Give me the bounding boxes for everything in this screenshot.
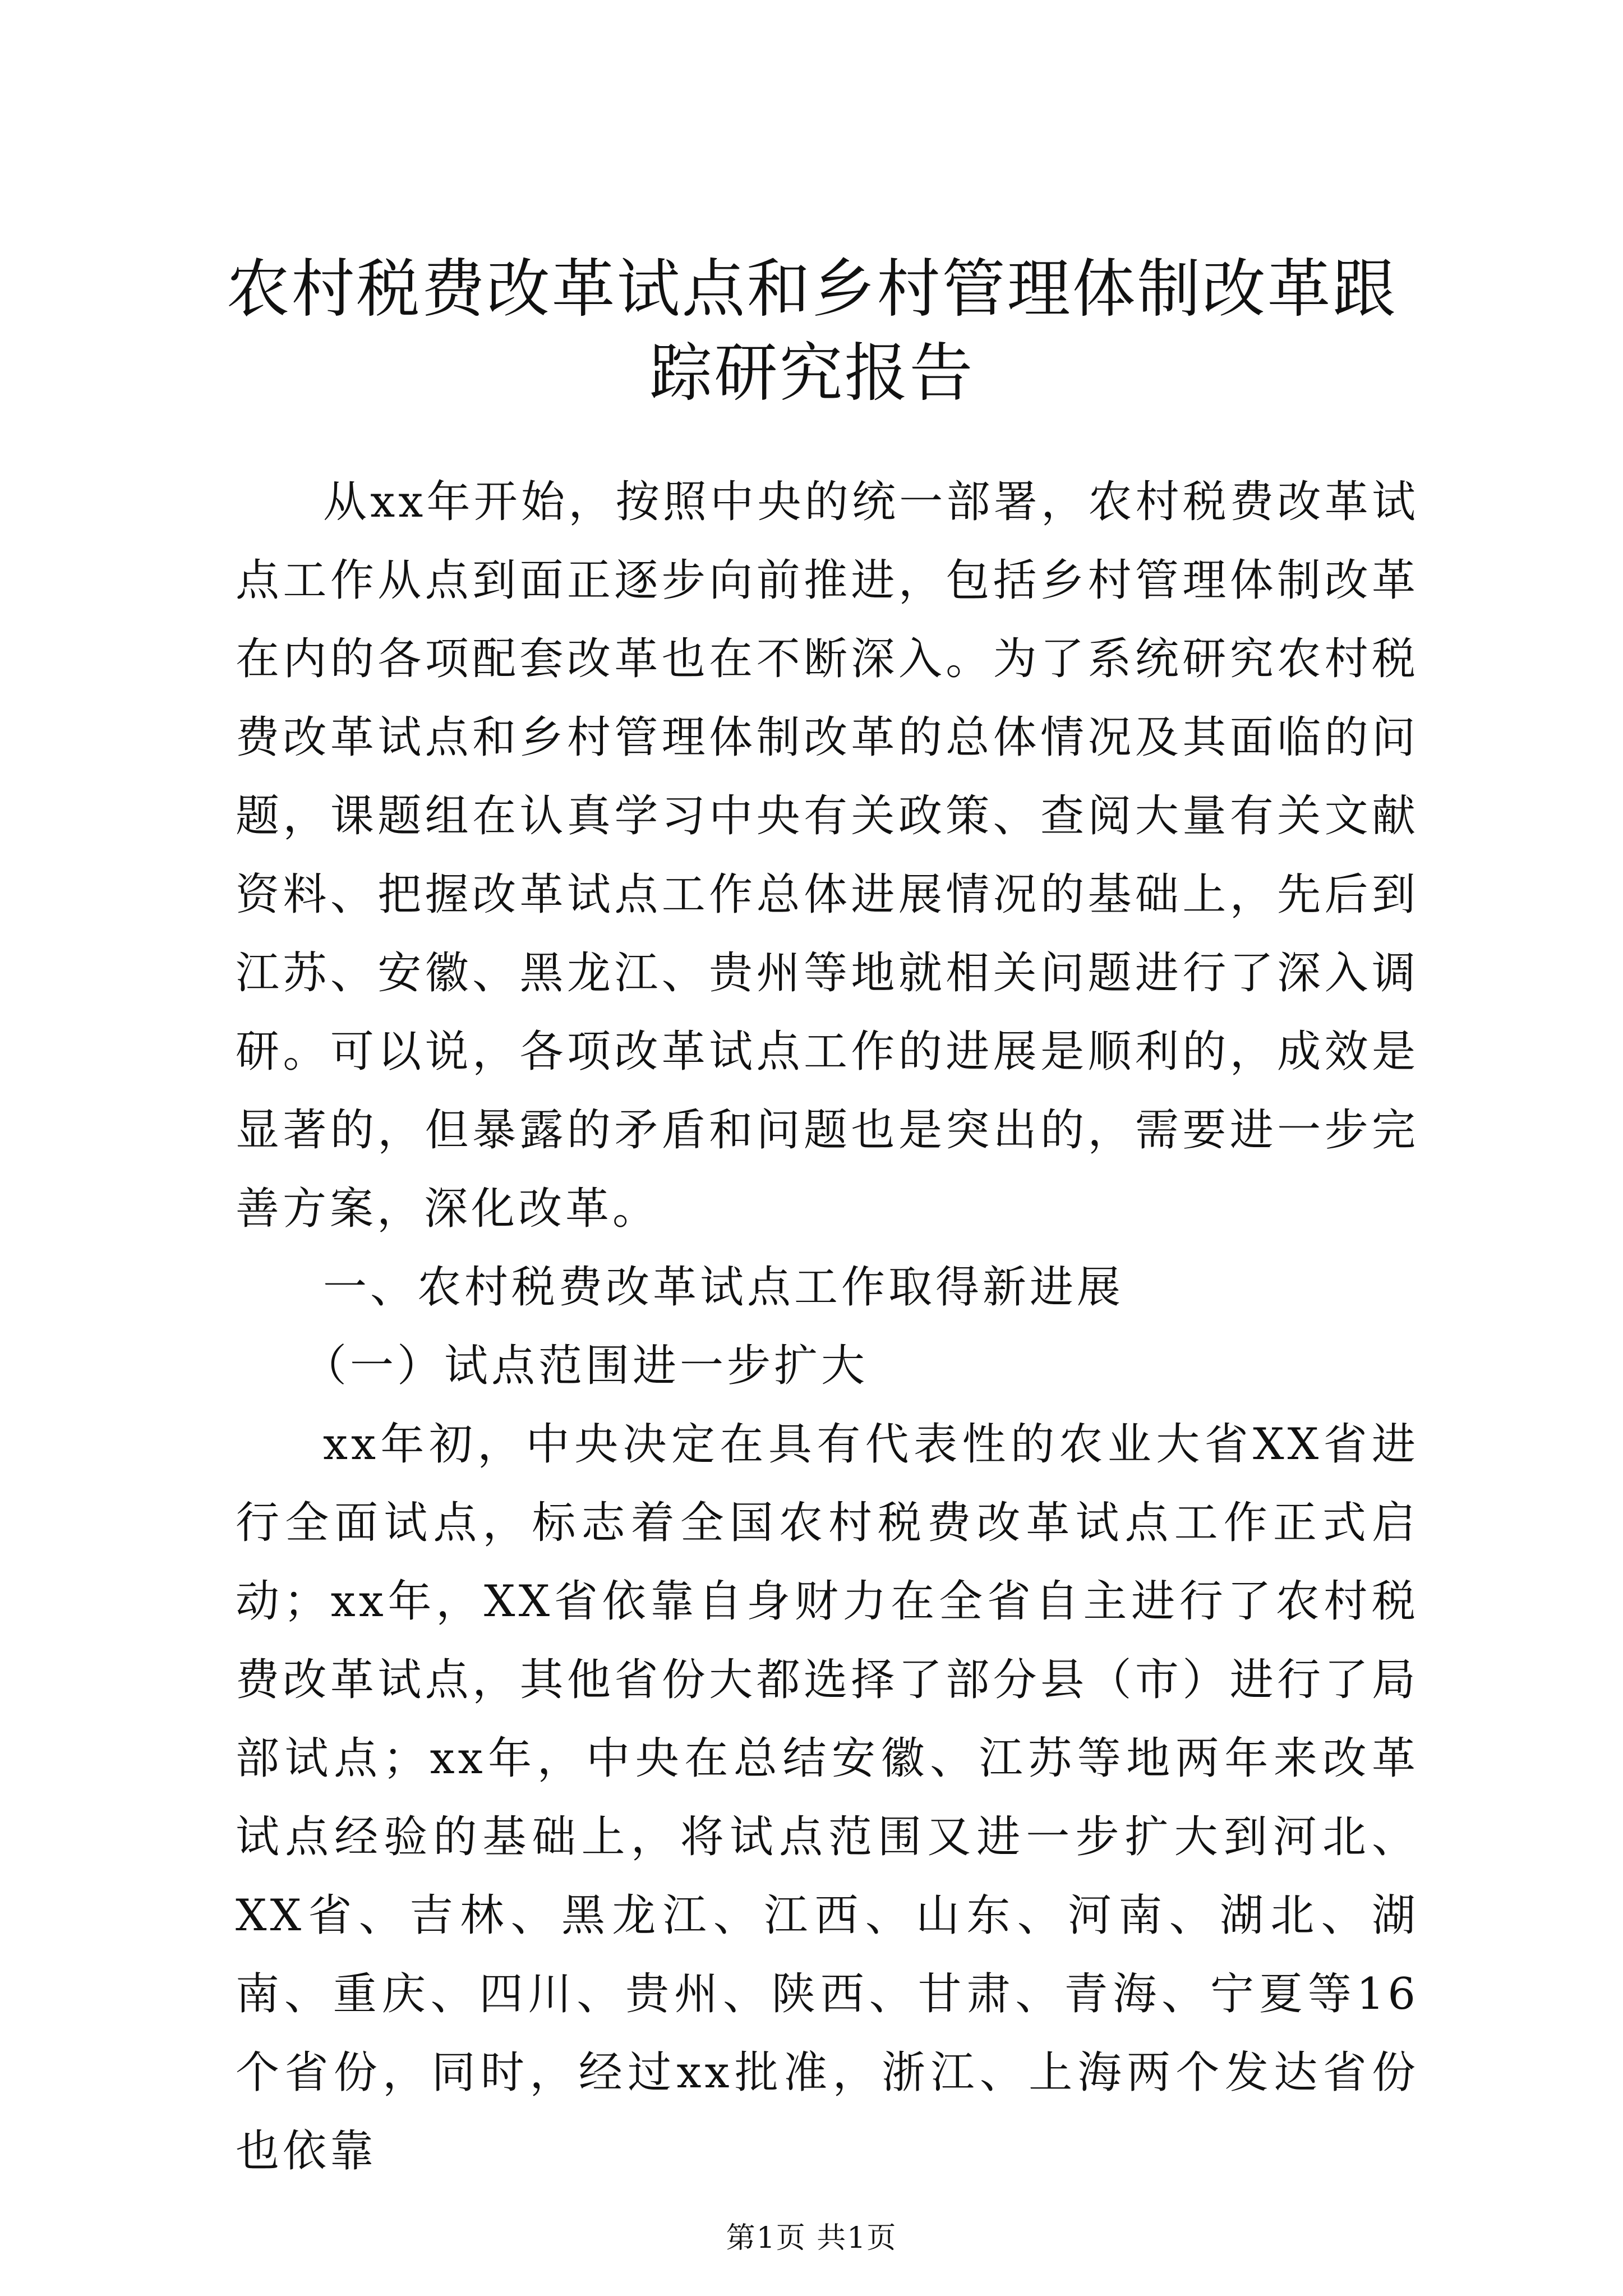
intro-paragraph: 从xx年开始，按照中央的统一部署，农村税费改革试点工作从点到面正逐步向前推进，包括乡村管理体制改革在内的各项配套改革也在不断深入。为了系统研究农村税费改革试点和乡村管理体制改革的总体情况及其面临的问题，课题组在认真学习中央有关政策、查阅大量有关文献资料、把握改革试点工作总体进展情况的基础上，先后到江苏、安徽、黑龙江、贵州等地就相关问题进行了深入调研。可以说，各项改革试点工作的进展是顺利的，成效是显著的，但暴露的矛盾和问题也是突出的，需要进一步完善方案，深化改革。 <box>236 477 1419 1234</box>
body-paragraph: xx年初，中央决定在具有代表性的农业大省XX省进行全面试点，标志着全国农村税费改革试点工作正式启动；xx年，XX省依靠自身财力在全省自主进行了农村税费改革试点，其他省份大都选择了部分县（市）进行了局部试点；xx年，中央在总结安徽、江苏等地两年来改革试点经验的基础上，将试点范围又进一步扩大到河北、XX省、吉林、黑龙江、江西、山东、河南、湖北、湖南、重庆、四川、贵州、陕西、甘肃、青海、宁夏等16个省份，同时，经过xx批准，浙江、上海两个发达省份也依靠 <box>236 1419 1419 2177</box>
subsection-heading: （一）试点范围进一步扩大 <box>303 1341 869 1391</box>
document-title: 农村税费改革试点和乡村管理体制改革跟踪研究报告 <box>226 252 1398 410</box>
section-heading: 一、农村税费改革试点工作取得新进展 <box>323 1262 1124 1313</box>
page-footer: 第1页 共1页 <box>726 2221 897 2255</box>
document-body <box>236 463 1419 2191</box>
